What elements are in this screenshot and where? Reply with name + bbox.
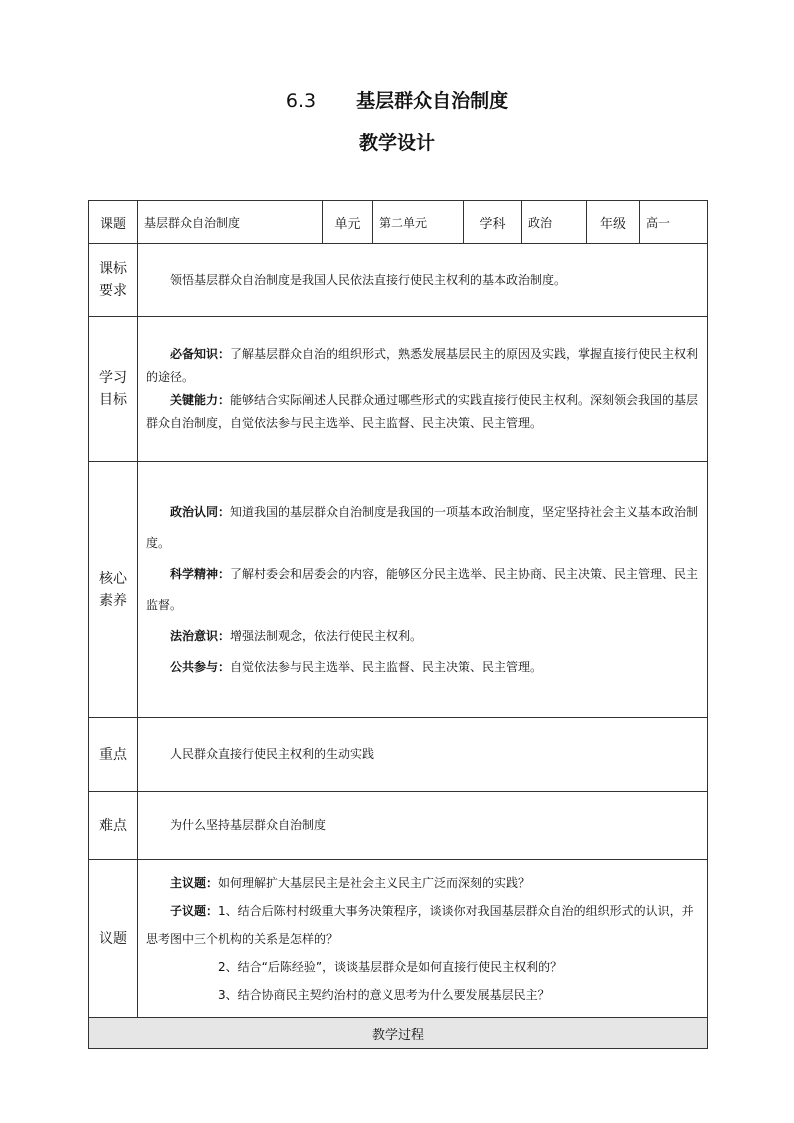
literacy-content: [138, 462, 708, 718]
topics-row: [89, 860, 708, 1018]
lesson-name: 基层群众自治制度: [356, 90, 509, 112]
difficulty-content: 为什么坚持基层群众自治制度: [138, 792, 708, 860]
sub-topic-1: 1、结合后陈村村级重大事务决策程序，谈谈你对我国基层群众自治的组织形式的认识，并思考图中三个机构的关系是怎样的？: [146, 903, 694, 946]
literacy-label: 核心素养: [89, 462, 138, 718]
topic-value: 基层群众自治制度: [138, 201, 323, 244]
difficulty-row: [89, 792, 708, 860]
key-point-content: 人民群众直接行使民主权利的生动实践: [138, 718, 708, 792]
process-header: 教学过程: [89, 1018, 708, 1049]
topics-content: [138, 860, 708, 1018]
key-point-row: [89, 718, 708, 792]
standard-content: 领悟基层群众自治制度是我国人民依法直接行使民主权利的基本政治制度。: [138, 244, 708, 317]
lesson-plan-table: [88, 200, 708, 1049]
law-label: 法治意识：: [170, 628, 231, 643]
knowledge-text: 了解基层群众自治的组织形式，熟悉发展基层民主的原因及实践，掌握直接行使民主权利的途径。: [146, 347, 699, 384]
topic-label: 课题: [89, 201, 138, 244]
section-number: 6.3: [285, 90, 317, 112]
subject-label: 学科: [464, 201, 522, 244]
key-point-label: 重点: [89, 718, 138, 792]
document-title: [0, 86, 794, 113]
sub-topic-2: 2、结合“后陈经验”，谈谈基层群众是如何直接行使民主权利的？: [218, 959, 563, 974]
topics-label: 议题: [89, 860, 138, 1018]
main-topic-label: 主议题：: [170, 875, 219, 890]
ability-text: 能够结合实际阐述人民群众通过哪些形式的实践直接行使民主权利。深刻领会我国的基层群众自治制度，自觉依法参与民主选举、民主监督、民主决策、民主管理。: [146, 393, 699, 430]
political-text: 知道我国的基层群众自治制度是我国的一项基本政治制度，坚定坚持社会主义基本政治制度。: [146, 504, 699, 550]
main-topic-text: 如何理解扩大基层民主是社会主义民主广泛而深刻的实践？: [218, 875, 531, 890]
public-label: 公共参与：: [170, 659, 231, 674]
grade-label: 年级: [587, 201, 640, 244]
ability-label: 关键能力：: [170, 393, 231, 407]
law-text: 增强法制观念，依法行使民主权利。: [230, 628, 423, 643]
standard-label: 课标要求: [89, 244, 138, 317]
knowledge-label: 必备知识：: [170, 347, 231, 361]
standard-row: [89, 244, 708, 317]
subject-value: 政治: [522, 201, 587, 244]
grade-value: 高一: [640, 201, 708, 244]
unit-label: 单元: [323, 201, 373, 244]
difficulty-label: 难点: [89, 792, 138, 860]
goals-row: [89, 317, 708, 462]
public-text: 自觉依法参与民主选举、民主监督、民主决策、民主管理。: [230, 659, 543, 674]
science-label: 科学精神：: [170, 566, 231, 581]
literacy-row: [89, 462, 708, 718]
science-text: 了解村委会和居委会的内容，能够区分民主选举、民主协商、民主决策、民主管理、民主监督。: [146, 566, 699, 612]
goals-content: [138, 317, 708, 462]
political-label: 政治认同：: [170, 504, 231, 519]
sub-topic-label: 子议题：: [170, 903, 219, 918]
unit-value: 第二单元: [373, 201, 464, 244]
header-row: [89, 201, 708, 244]
process-row: [89, 1018, 708, 1049]
sub-topic-3: 3、结合协商民主契约治村的意义思考为什么要发展基层民主？: [218, 987, 550, 1002]
document-subtitle: 教学设计: [358, 132, 435, 154]
goals-label: 学习目标: [89, 317, 138, 462]
